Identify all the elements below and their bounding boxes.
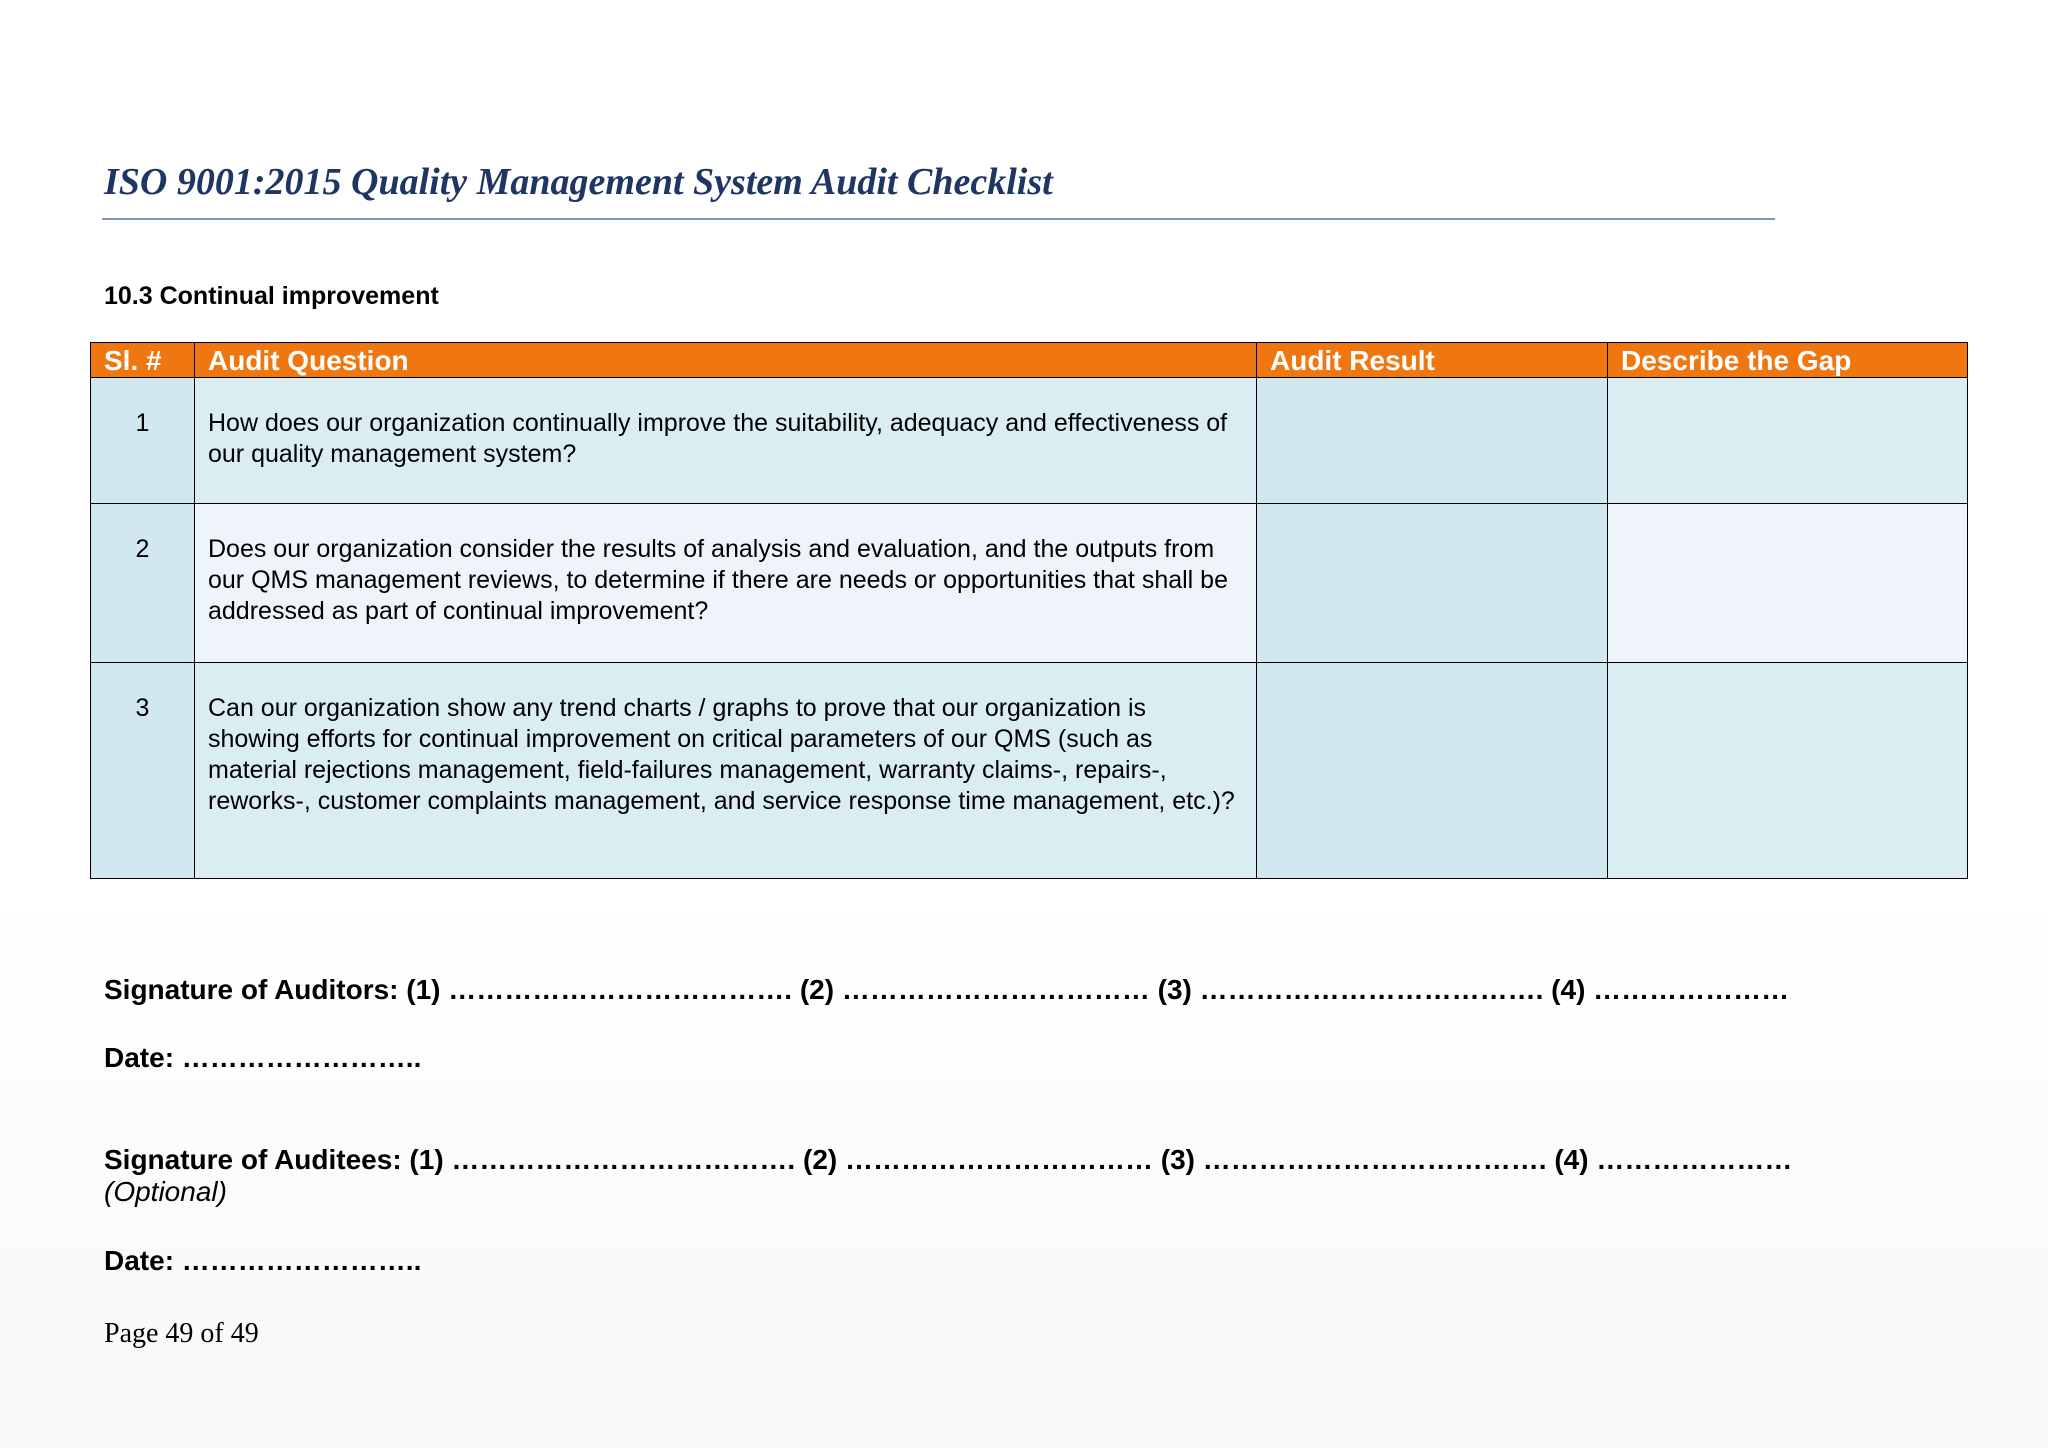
header-describe-gap: Describe the Gap xyxy=(1608,343,1968,378)
audit-result-cell[interactable] xyxy=(1257,378,1608,504)
table-row xyxy=(91,663,1968,879)
header-audit-question: Audit Question xyxy=(195,343,1257,378)
audit-checklist-table xyxy=(90,342,1968,879)
title-divider xyxy=(102,218,1775,220)
describe-gap-cell[interactable] xyxy=(1608,504,1968,663)
table-header-row xyxy=(91,343,1968,378)
row-number: 1 xyxy=(91,378,195,504)
page-number: Page 49 of 49 xyxy=(104,1318,259,1349)
auditees-optional-note: (Optional) xyxy=(104,1176,227,1207)
auditors-signature-line[interactable]: Signature of Auditors: (1) ………………………………. (2) …………………………… (3) ………………………………. (4) ………………… xyxy=(104,974,1790,1005)
describe-gap-cell[interactable] xyxy=(1608,378,1968,504)
describe-gap-cell[interactable] xyxy=(1608,663,1968,879)
document-title: ISO 9001:2015 Quality Management System Audit Checklist xyxy=(104,161,1053,203)
table-row xyxy=(91,504,1968,663)
row-number: 3 xyxy=(91,663,195,879)
auditees-date-line[interactable]: Date: …………………….. xyxy=(104,1245,422,1276)
header-serial-number: Sl. # xyxy=(91,343,195,378)
header-audit-result: Audit Result xyxy=(1257,343,1608,378)
section-heading: 10.3 Continual improvement xyxy=(104,282,439,310)
auditors-date-line[interactable]: Date: …………………….. xyxy=(104,1042,422,1073)
audit-result-cell[interactable] xyxy=(1257,504,1608,663)
auditees-signature-line[interactable]: Signature of Auditees: (1) ………………………………. (2) …………………………… (3) ………………………………. (4) ………………… xyxy=(104,1144,1793,1175)
audit-question: Can our organization show any trend charts / graphs to prove that our organization is showing efforts for continual improvement on critical parameters of our QMS (such as material rejections management, field-failures management, warranty claims-, repairs-, reworks-, customer complaints management, and service response time management, etc.)? xyxy=(195,663,1257,879)
audit-result-cell[interactable] xyxy=(1257,663,1608,879)
row-number: 2 xyxy=(91,504,195,663)
table-row xyxy=(91,378,1968,504)
audit-question: How does our organization continually improve the suitability, adequacy and effectiveness of our quality management system? xyxy=(195,378,1257,504)
audit-question: Does our organization consider the results of analysis and evaluation, and the outputs from our QMS management reviews, to determine if there are needs or opportunities that shall be addressed as part of continual improvement? xyxy=(195,504,1257,663)
